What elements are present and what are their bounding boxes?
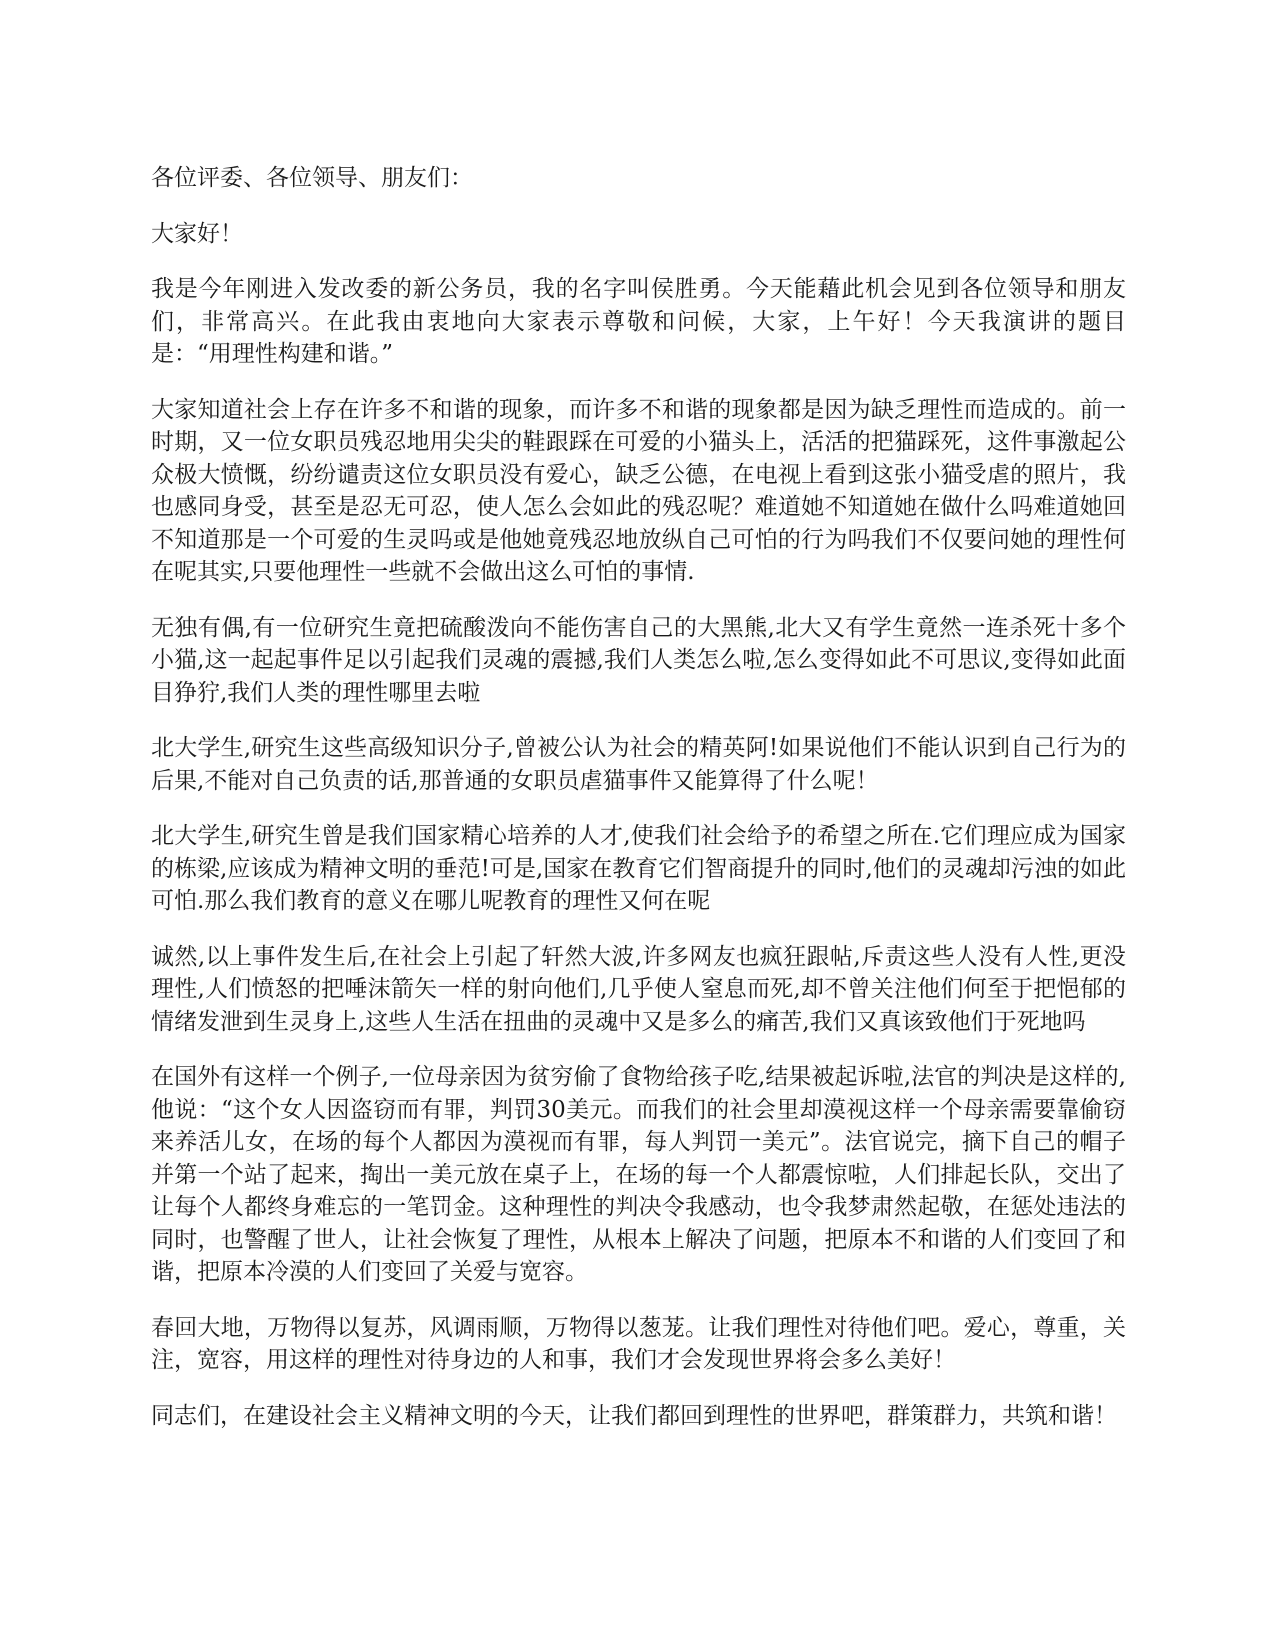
paragraph-bear-incident: 无独有偶,有一位研究生竟把硫酸泼向不能伤害自己的大黑熊,北大又有学生竟然一连杀死十多个小猫,这一起起事件足以引起我们灵魂的震撼,我们人类怎么啦,怎么变得如此不可思议,变得如此面目狰狞,我们人类的理性哪里去啦 — [151, 614, 1126, 706]
paragraph-public-reaction: 诚然,以上事件发生后,在社会上引起了轩然大波,许多网友也疯狂跟帖,斥责这些人没有人性,更没理性,人们愤怒的把唾沫箭矢一样的射向他们,几乎使人窒息而死,却不曾关注他们何至于把悒郁的情绪发泄到生灵身上,这些人生活在扭曲的灵魂中又是多么的痛苦,我们又真该致他们于死地吗 — [151, 943, 1126, 1035]
document-body — [151, 162, 1126, 1455]
paragraph-elite-students: 北大学生,研究生这些高级知识分子,曾被公认为社会的精英阿!如果说他们不能认识到自己行为的后果,不能对自己负责的话,那普通的女职员虐猫事件又能算得了什么呢！ — [151, 735, 1126, 794]
greeting: 大家好！ — [151, 220, 243, 247]
paragraph-intro: 我是今年刚进入发改委的新公务员，我的名字叫侯胜勇。今天能藉此机会见到各位领导和朋友们，非常高兴。在此我由衷地向大家表示尊敬和问候，大家，上午好！今天我演讲的题目是：“用理性构建和谐。” — [151, 276, 1126, 367]
paragraph-closing: 同志们，在建设社会主义精神文明的今天，让我们都回到理性的世界吧，群策群力，共筑和谐！ — [151, 1402, 1117, 1429]
paragraph-spring: 春回大地，万物得以复苏，风调雨顺，万物得以葱茏。让我们理性对待他们吧。爱心，尊重，关注，宽容，用这样的理性对待身边的人和事，我们才会发现世界将会多么美好！ — [151, 1314, 1126, 1373]
paragraph-cat-incident: 大家知道社会上存在许多不和谐的现象，而许多不和谐的现象都是因为缺乏理性而造成的。前一时期，又一位女职员残忍地用尖尖的鞋跟踩在可爱的小猫头上，活活的把猫踩死，这件事激起公众极大愤慨，纷纷谴责这位女职员没有爱心，缺乏公德，在电视上看到这张小猫受虐的照片，我也感同身受，甚至是忍无可忍，使人怎么会如此的残忍呢？难道她不知道她在做什么吗难道她回不知道那是一个可爱的生灵吗或是他她竟残忍地放纵自己可怕的行为吗我们不仅要问她的理性何在呢其实,只要他理性一些就不会做出这么可怕的事情. — [151, 396, 1126, 585]
paragraph-education: 北大学生,研究生曾是我们国家精心培养的人才,使我们社会给予的希望之所在.它们理应成为国家的栋梁,应该成为精神文明的垂范!可是,国家在教育它们智商提升的同时,他们的灵魂却污浊的如此可怕.那么我们教育的意义在哪儿呢教育的理性又何在呢 — [151, 823, 1126, 914]
salutation: 各位评委、各位领导、朋友们： — [151, 165, 473, 191]
paragraph-judge-story: 在国外有这样一个例子,一位母亲因为贫穷偷了食物给孩子吃,结果被起诉啦,法官的判决是这样的,他说：“这个女人因盗窃而有罪，判罚30美元。而我们的社会里却漠视这样一个母亲需要靠偷窃来养活儿女，在场的每个人都因为漠视而有罪，每人判罚一美元”。法官说完，摘下自己的帽子并第一个站了起来，掏出一美元放在桌子上，在场的每一个人都震惊啦，人们排起长队，交出了让每个人都终身难忘的一笔罚金。这种理性的判决令我感动，也令我梦肃然起敬，在惩处违法的同时，也警醒了世人，让社会恢复了理性，从根本上解决了问题，把原本不和谐的人们变回了和谐，把原本冷漠的人们变回了关爱与宽容。 — [151, 1064, 1126, 1285]
